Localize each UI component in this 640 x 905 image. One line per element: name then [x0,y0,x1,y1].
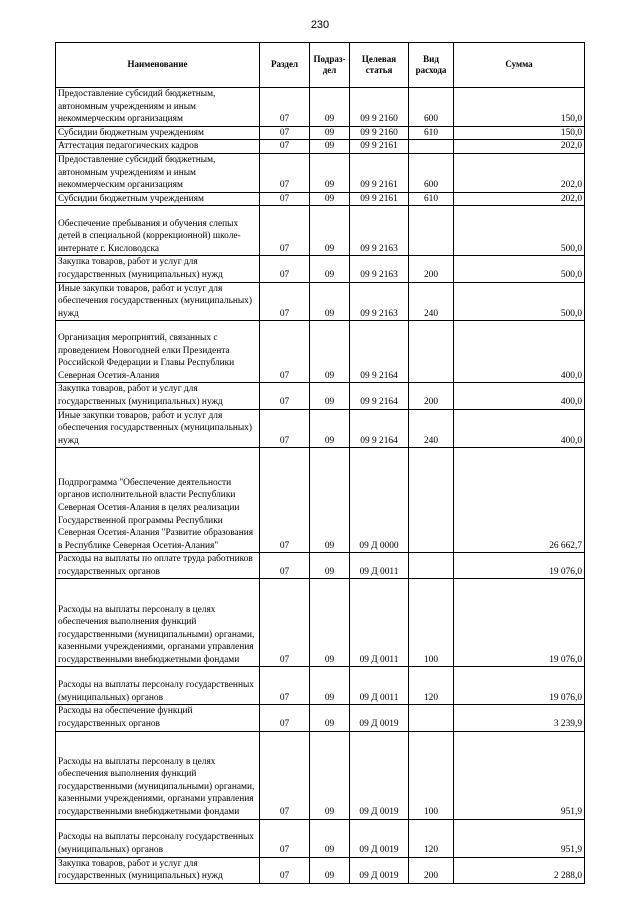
table-row [56,705,585,731]
cell-section: 07 [260,206,310,256]
cell-expense-type: 610 [409,192,454,206]
table-row [56,731,585,819]
cell-name: Аттестация педагогических кадров [56,140,260,154]
cell-expense-type: 200 [409,857,454,883]
table-row [56,667,585,705]
cell-subsection: 09 [310,256,350,282]
cell-expense-type [409,140,454,154]
table-row [56,140,585,154]
cell-amount: 951,9 [454,819,585,857]
cell-amount: 202,0 [454,192,585,206]
cell-name: Расходы на выплаты персоналу государственных (муниципальных) органов [56,667,260,705]
cell-subsection: 09 [310,857,350,883]
cell-amount: 400,0 [454,321,585,383]
cell-amount: 19 076,0 [454,579,585,667]
cell-name: Расходы на выплаты персоналу в целях обеспечения выполнения функций государственными (муниципальными) органами, казенными учреждениями, органами управления государственными внебюджетными фондами [56,731,260,819]
cell-subsection: 09 [310,206,350,256]
cell-expense-type [409,321,454,383]
cell-amount: 951,9 [454,731,585,819]
cell-section: 07 [260,282,310,321]
cell-name: Предоставление субсидий бюджетным, автономным учреждениям и иным некоммерческим организациям [56,153,260,192]
cell-subsection: 09 [310,126,350,140]
cell-section: 07 [260,383,310,409]
cell-name: Иные закупки товаров, работ и услуг для обеспечения государственных (муниципальных) нужд [56,282,260,321]
header-amount: Сумма [454,43,585,88]
table-row [56,88,585,127]
cell-target: 09 9 2164 [350,321,409,383]
cell-expense-type: 120 [409,667,454,705]
table-row [56,553,585,579]
table-row [56,857,585,883]
cell-target: 09 Д 0000 [350,448,409,553]
cell-section: 07 [260,140,310,154]
cell-section: 07 [260,321,310,383]
cell-section: 07 [260,448,310,553]
cell-name: Предоставление субсидий бюджетным, автономным учреждениям и иным некоммерческим организациям [56,88,260,127]
table-row [56,321,585,383]
cell-subsection: 09 [310,192,350,206]
header-section: Раздел [260,43,310,88]
cell-section: 07 [260,409,310,448]
cell-target: 09 Д 0011 [350,553,409,579]
cell-amount: 2 288,0 [454,857,585,883]
cell-amount: 400,0 [454,383,585,409]
cell-subsection: 09 [310,140,350,154]
cell-section: 07 [260,553,310,579]
cell-subsection: 09 [310,409,350,448]
cell-target: 09 9 2160 [350,126,409,140]
table-row [56,126,585,140]
cell-subsection: 09 [310,153,350,192]
cell-expense-type: 600 [409,153,454,192]
cell-section: 07 [260,667,310,705]
cell-expense-type: 610 [409,126,454,140]
cell-target: 09 Д 0011 [350,667,409,705]
table-body [56,88,585,884]
cell-name: Иные закупки товаров, работ и услуг для обеспечения государственных (муниципальных) нужд [56,409,260,448]
table-row [56,206,585,256]
cell-subsection: 09 [310,705,350,731]
cell-subsection: 09 [310,553,350,579]
cell-name: Закупка товаров, работ и услуг для государственных (муниципальных) нужд [56,256,260,282]
cell-amount: 19 076,0 [454,553,585,579]
cell-name: Расходы на выплаты персоналу в целях обеспечения выполнения функций государственными (муниципальными) органами, казенными учреждениями, органами управления государственными внебюджетными фондами [56,579,260,667]
cell-expense-type: 600 [409,88,454,127]
cell-subsection: 09 [310,383,350,409]
cell-target: 09 Д 0019 [350,705,409,731]
cell-name: Закупка товаров, работ и услуг для государственных (муниципальных) нужд [56,857,260,883]
header-expense-type: Вид расхода [409,43,454,88]
cell-target: 09 9 2161 [350,192,409,206]
table-row [56,579,585,667]
table-row [56,383,585,409]
cell-name: Расходы на обеспечение функций государственных органов [56,705,260,731]
cell-amount: 26 662,7 [454,448,585,553]
cell-target: 09 9 2160 [350,88,409,127]
cell-amount: 500,0 [454,256,585,282]
cell-subsection: 09 [310,819,350,857]
header-subsection: Подраз-дел [310,43,350,88]
cell-target: 09 9 2164 [350,383,409,409]
cell-target: 09 9 2163 [350,282,409,321]
cell-name: Расходы на выплаты по оплате труда работников государственных органов [56,553,260,579]
cell-expense-type: 200 [409,383,454,409]
cell-expense-type: 240 [409,409,454,448]
cell-expense-type: 100 [409,579,454,667]
cell-section: 07 [260,731,310,819]
cell-amount: 400,0 [454,409,585,448]
cell-section: 07 [260,705,310,731]
cell-target: 09 9 2161 [350,153,409,192]
cell-expense-type: 240 [409,282,454,321]
cell-name: Обеспечение пребывания и обучения слепых детей в специальной (коррекционной) школе-интернате г. Кисловодска [56,206,260,256]
cell-amount: 3 239,9 [454,705,585,731]
cell-name: Субсидии бюджетным учреждениям [56,126,260,140]
cell-expense-type: 120 [409,819,454,857]
cell-target: 09 Д 0019 [350,857,409,883]
cell-name: Закупка товаров, работ и услуг для государственных (муниципальных) нужд [56,383,260,409]
cell-subsection: 09 [310,321,350,383]
header-name: Наименование [56,43,260,88]
cell-section: 07 [260,153,310,192]
cell-amount: 202,0 [454,140,585,154]
cell-section: 07 [260,126,310,140]
cell-name: Субсидии бюджетным учреждениям [56,192,260,206]
table-row [56,409,585,448]
cell-amount: 202,0 [454,153,585,192]
table-row [56,282,585,321]
table-row [56,192,585,206]
budget-table [55,42,585,884]
table-row [56,153,585,192]
cell-expense-type [409,553,454,579]
cell-expense-type [409,206,454,256]
header-target: Целевая статья [350,43,409,88]
cell-subsection: 09 [310,579,350,667]
cell-subsection: 09 [310,282,350,321]
cell-target: 09 9 2161 [350,140,409,154]
cell-target: 09 9 2163 [350,206,409,256]
cell-amount: 150,0 [454,126,585,140]
cell-section: 07 [260,819,310,857]
cell-expense-type [409,705,454,731]
cell-name: Расходы на выплаты персоналу государственных (муниципальных) органов [56,819,260,857]
cell-expense-type: 100 [409,731,454,819]
cell-expense-type [409,448,454,553]
page-number: 230 [310,19,330,31]
cell-target: 09 9 2164 [350,409,409,448]
table-header-row [56,43,585,88]
cell-subsection: 09 [310,667,350,705]
cell-section: 07 [260,579,310,667]
cell-target: 09 Д 0019 [350,819,409,857]
table-row [56,819,585,857]
cell-amount: 19 076,0 [454,667,585,705]
cell-name: Подпрограмма "Обеспечение деятельности органов исполнительной власти Республики Северная Осетия-Алания в целях реализации Государственной программы Республики Северная Осетия-Алания "Развитие образования в Республике Северная Осетия-Алания" [56,448,260,553]
cell-section: 07 [260,256,310,282]
cell-section: 07 [260,857,310,883]
cell-section: 07 [260,192,310,206]
cell-target: 09 Д 0019 [350,731,409,819]
table-row [56,448,585,553]
cell-subsection: 09 [310,88,350,127]
cell-target: 09 Д 0011 [350,579,409,667]
cell-amount: 500,0 [454,282,585,321]
cell-subsection: 09 [310,731,350,819]
cell-name: Организация мероприятий, связанных с проведением Новогодней елки Президента Российской Федерации и Главы Республики Северная Осетия-Алания [56,321,260,383]
cell-section: 07 [260,88,310,127]
cell-subsection: 09 [310,448,350,553]
cell-amount: 500,0 [454,206,585,256]
cell-target: 09 9 2163 [350,256,409,282]
cell-amount: 150,0 [454,88,585,127]
cell-expense-type: 200 [409,256,454,282]
table-row [56,256,585,282]
